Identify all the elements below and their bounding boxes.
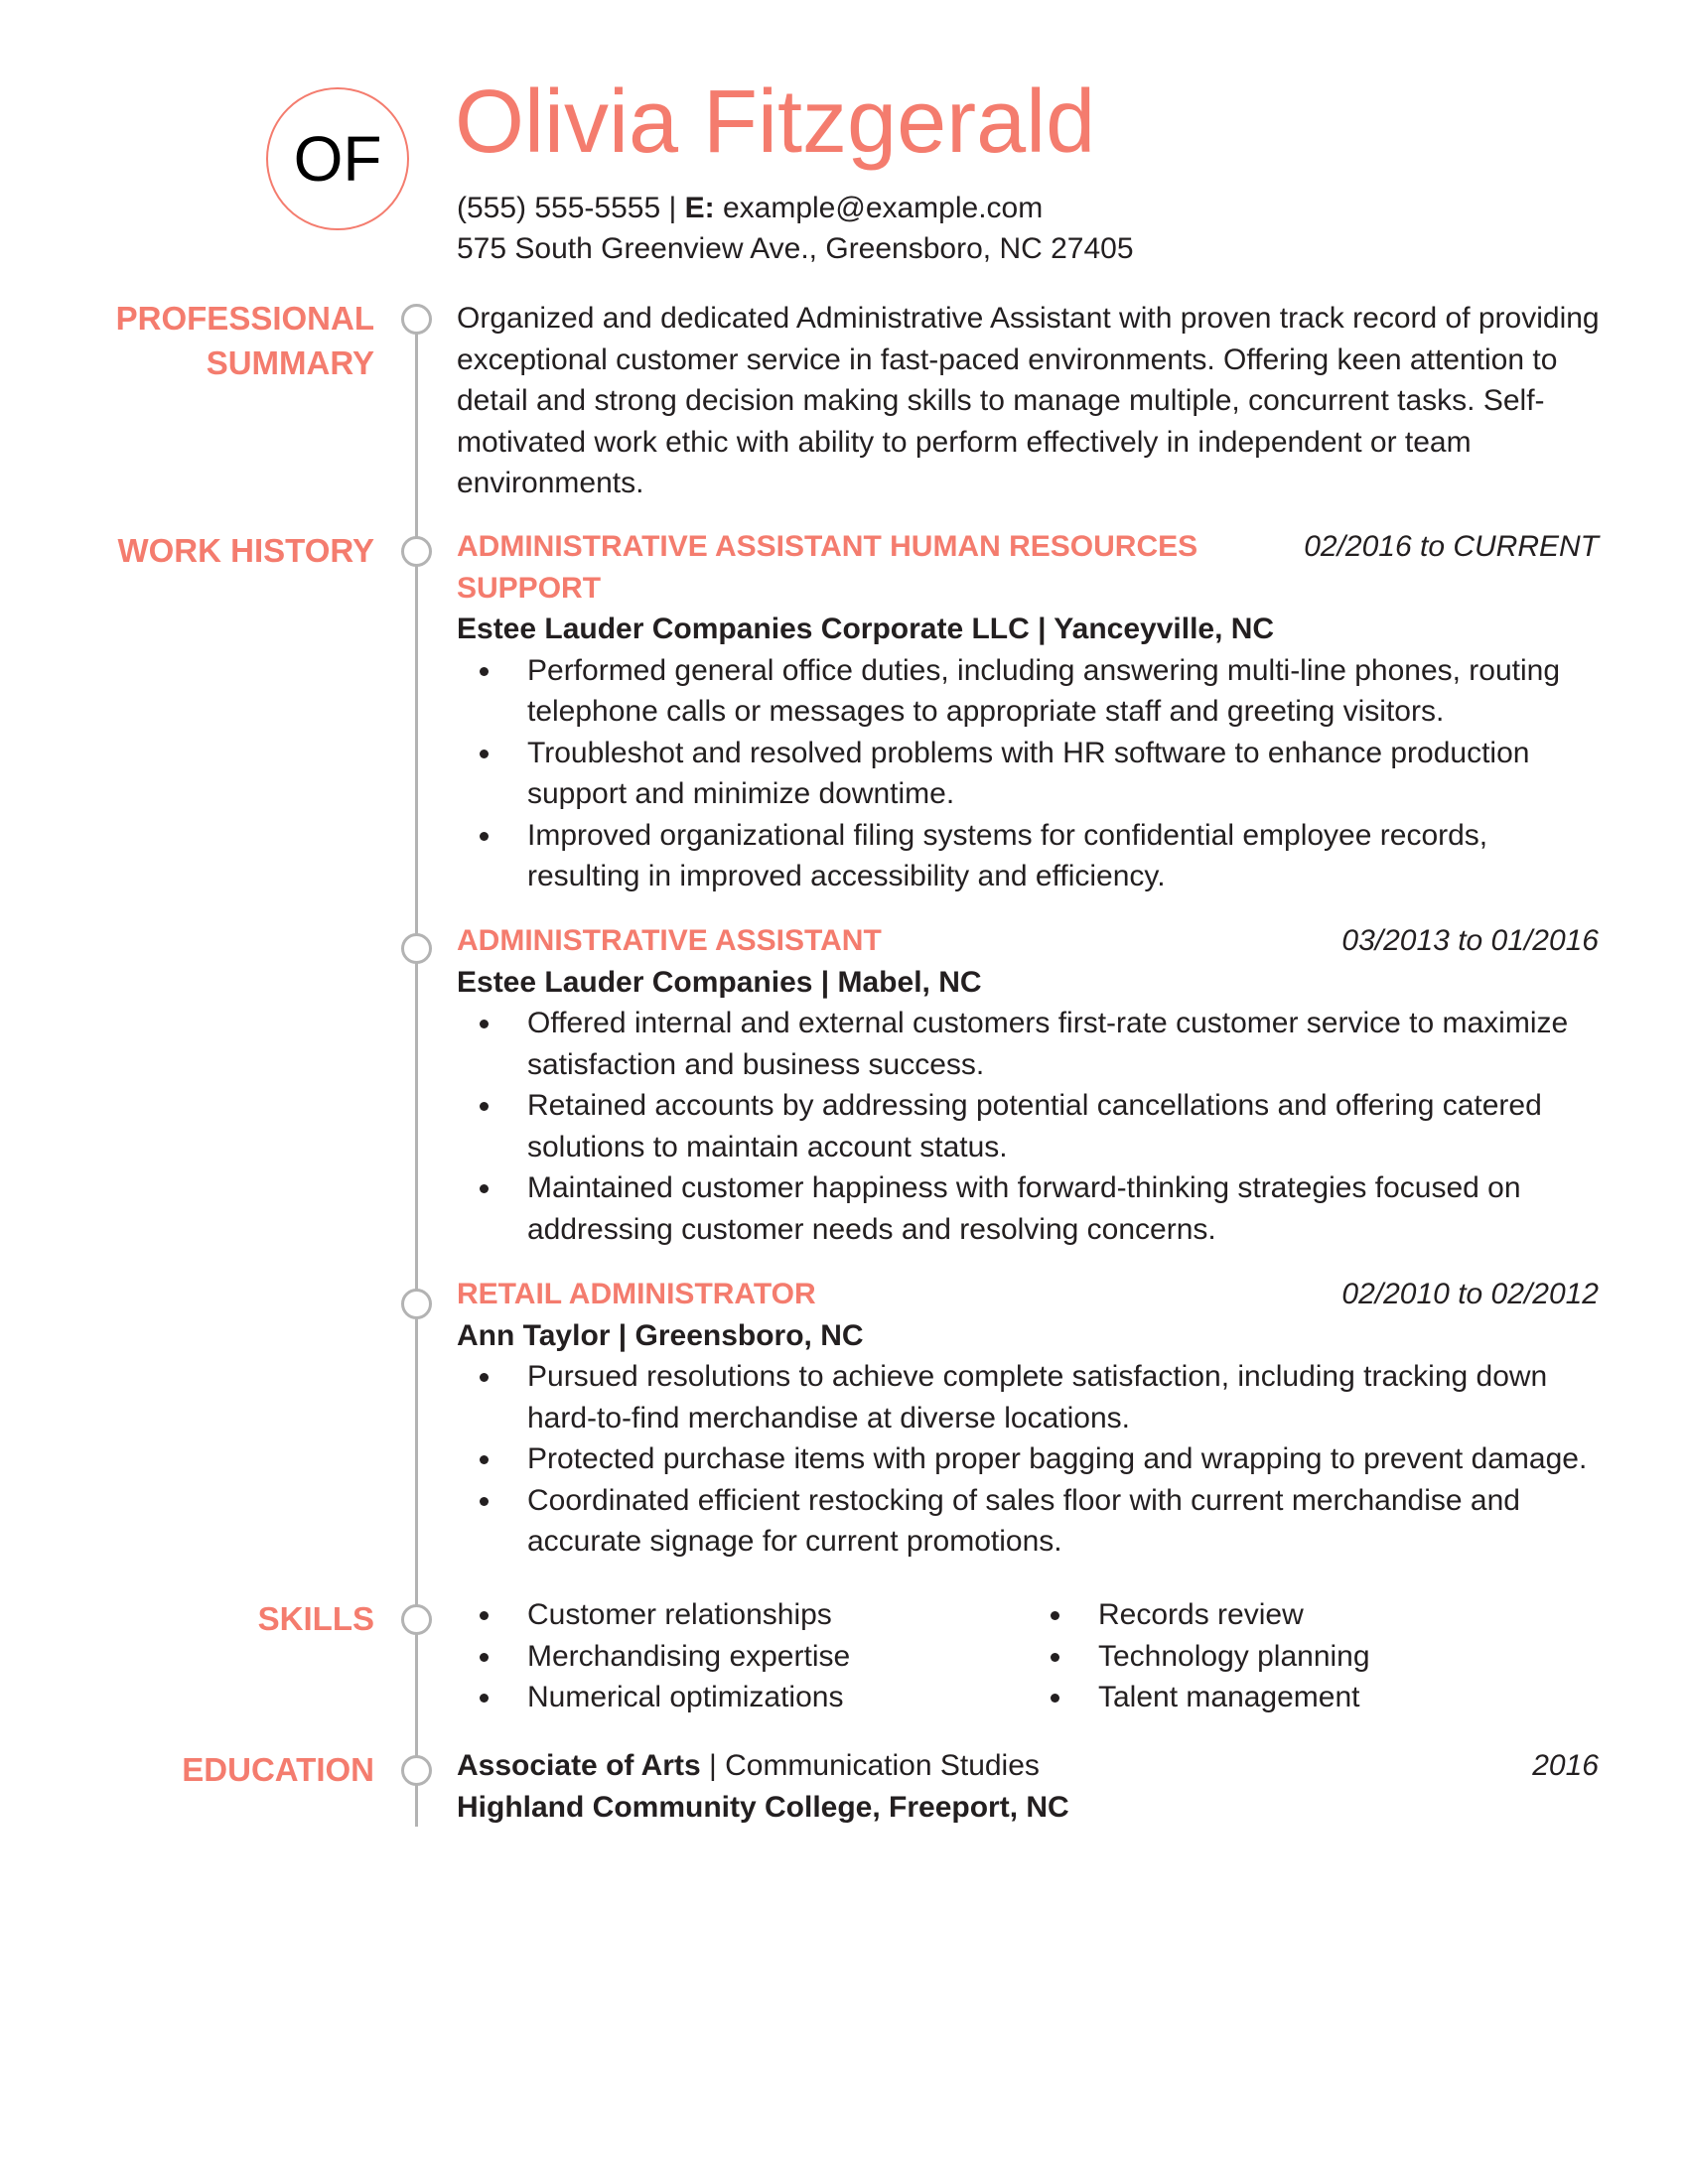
skill-item: Numerical optimizations bbox=[457, 1677, 1028, 1718]
job-bullet: Improved organizational filing systems for confidential employee records, resulting in improved accessibility and efficiency. bbox=[457, 815, 1599, 897]
job-bullets bbox=[457, 1356, 1599, 1563]
summary-heading-line2: SUMMARY bbox=[206, 344, 374, 381]
address: 575 South Greenview Ave., Greensboro, NC 27405 bbox=[457, 232, 1134, 265]
candidate-name: Olivia Fitzgerald bbox=[455, 72, 1096, 172]
job-bullet: Performed general office duties, including answering multi-line phones, routing telephone calls or messages to appropriate staff and greeting visitors. bbox=[457, 650, 1599, 733]
job-bullet: Protected purchase items with proper bagging and wrapping to prevent damage. bbox=[457, 1438, 1599, 1480]
skill-item: Talent management bbox=[1028, 1677, 1599, 1718]
section-heading-work-history: WORK HISTORY bbox=[117, 532, 374, 569]
summary-text: Organized and dedicated Administrative Assistant with proven track record of providing exceptional customer service in fast-paced environments. Offering keen attention to detail and strong decision making skills to manage multiple, concurrent tasks. Self-motivated work ethic with ability to perform effectively in independent or team environments. bbox=[457, 302, 1600, 499]
timeline-node-job-2 bbox=[401, 933, 432, 964]
skill-item: Technology planning bbox=[1028, 1636, 1599, 1678]
education-degree-row bbox=[457, 1745, 1599, 1787]
job-bullet: Pursued resolutions to achieve complete satisfaction, including tracking down hard-to-find merchandise at diverse locations. bbox=[457, 1356, 1599, 1438]
job-entry bbox=[457, 1274, 1599, 1563]
job-bullets bbox=[457, 1003, 1599, 1250]
skill-item: Customer relationships bbox=[457, 1594, 1028, 1636]
timeline-node-job-3 bbox=[401, 1289, 432, 1319]
job-title: ADMINISTRATIVE ASSISTANT HUMAN RESOURCES SUPPORT bbox=[457, 530, 1198, 605]
email-address: example@example.com bbox=[722, 192, 1044, 224]
job-employer: Estee Lauder Companies Corporate LLC | Yanceyville, NC bbox=[457, 613, 1275, 645]
timeline-node-education bbox=[401, 1755, 432, 1786]
job-entry bbox=[457, 920, 1599, 1250]
section-heading-education: EDUCATION bbox=[182, 1751, 374, 1788]
education-separator: | bbox=[700, 1749, 726, 1782]
job-dates: 02/2010 to 02/2012 bbox=[1341, 1278, 1599, 1310]
job-bullet: Retained accounts by addressing potential cancellations and offering catered solutions to maintain account status. bbox=[457, 1085, 1599, 1167]
job-dates: 02/2016 to CURRENT bbox=[1304, 530, 1599, 563]
section-heading-summary bbox=[116, 296, 374, 385]
email-label: E: bbox=[684, 192, 715, 224]
job-employer: Ann Taylor | Greensboro, NC bbox=[457, 1318, 864, 1352]
timeline-node-skills bbox=[401, 1604, 432, 1635]
contact-separator: | bbox=[660, 192, 685, 224]
job-bullet: Offered internal and external customers first-rate customer service to maximize satisfaction and business success. bbox=[457, 1003, 1599, 1085]
summary-heading-line1: PROFESSIONAL bbox=[115, 300, 374, 337]
job-title: ADMINISTRATIVE ASSISTANT bbox=[457, 924, 882, 957]
timeline-node-work-history bbox=[401, 536, 432, 567]
skills-list bbox=[457, 1594, 1609, 1718]
job-employer: Estee Lauder Companies | Mabel, NC bbox=[457, 965, 982, 999]
education-school: Highland Community College, Freeport, NC bbox=[457, 1790, 1069, 1824]
phone-number: (555) 555-5555 bbox=[457, 192, 661, 224]
education-field: Communication Studies bbox=[725, 1749, 1040, 1782]
contact-line-phone-email bbox=[457, 188, 1134, 228]
section-heading-skills: SKILLS bbox=[257, 1600, 374, 1637]
skills-column-1 bbox=[457, 1594, 1028, 1718]
job-bullets bbox=[457, 650, 1599, 897]
monogram-badge: OF bbox=[266, 87, 409, 230]
skill-item: Records review bbox=[1028, 1594, 1599, 1636]
job-bullet: Coordinated efficient restocking of sales floor with current merchandise and accurate signage for current promotions. bbox=[457, 1480, 1599, 1563]
skills-column-2 bbox=[1028, 1594, 1599, 1718]
job-entry bbox=[457, 526, 1599, 897]
job-bullet: Troubleshot and resolved problems with HR software to enhance production support and minimize downtime. bbox=[457, 733, 1599, 815]
education-year: 2016 bbox=[1532, 1749, 1599, 1782]
job-title: RETAIL ADMINISTRATOR bbox=[457, 1278, 816, 1310]
education-entry bbox=[457, 1745, 1599, 1828]
job-dates: 03/2013 to 01/2016 bbox=[1341, 924, 1599, 957]
education-school-row bbox=[457, 1787, 1599, 1829]
timeline-node-summary bbox=[401, 304, 432, 335]
education-degree: Associate of Arts bbox=[457, 1749, 701, 1782]
job-bullet: Maintained customer happiness with forward-thinking strategies focused on addressing customer needs and resolving concerns. bbox=[457, 1167, 1599, 1250]
contact-info bbox=[457, 188, 1134, 269]
skill-item: Merchandising expertise bbox=[457, 1636, 1028, 1678]
